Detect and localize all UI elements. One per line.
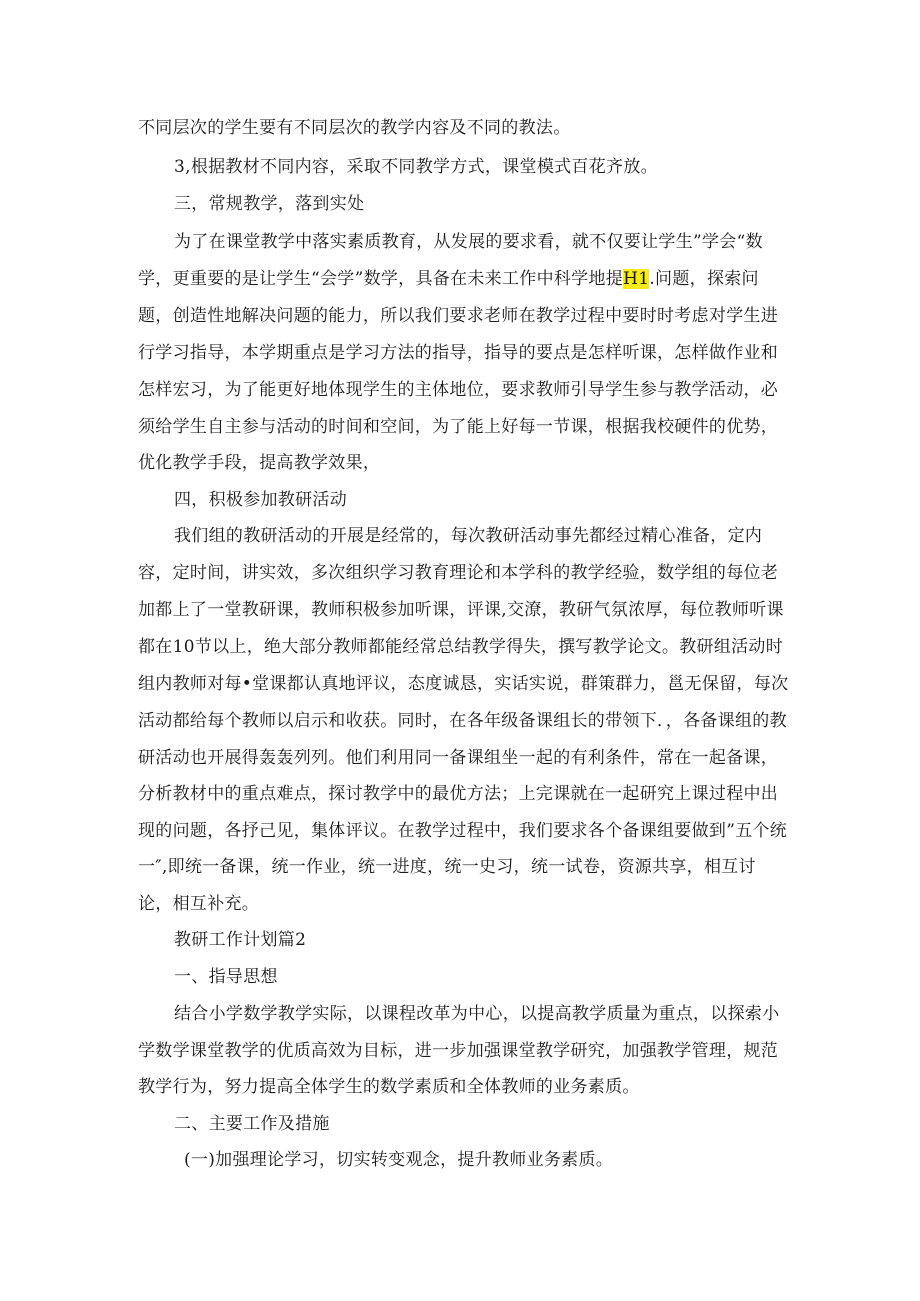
- text-line: 一″,即统一备课，统一作业，统一进度，统一史习，统一试卷，资源共享，相互讨: [138, 857, 756, 877]
- highlighted-text: H1: [623, 269, 650, 289]
- text-line: 加都上了一堂教研课，教师积极参加听课，评课,交潦，教研气氛浓厚，每位教师听课: [138, 600, 784, 620]
- text-line: 优化教学手段，提高教学效果，: [138, 453, 381, 473]
- text-line: (一)加强理论学习，切实转变观念，提升教师业务素质。: [184, 1150, 614, 1170]
- text-line: 活动都给每个教师以启示和收获。同时，在各年级备课组长的带领下．，各备课组的教: [138, 711, 787, 731]
- text-line: 须给学生自主参与活动的时间和空间，为了能上好每一节课，根据我校硬件的优势，: [138, 417, 779, 437]
- text-line: [138, 267, 759, 291]
- text-line: 学数学课堂教学的优质高效为目标，进一步加强课堂教学研究，加强教学管理，规范: [138, 1041, 779, 1061]
- text-segment: .问题，探索问: [649, 269, 759, 289]
- text-line: 教学行为，努力提高全体学生的数学素质和全体教师的业务素质。: [138, 1077, 640, 1097]
- text-line: 不同层次的学生要有不同层次的教学内容及不同的教法。: [138, 118, 571, 138]
- text-line: 组内教师对每•堂课都认真地评议，态度诚恳，实话实说，群策群力，邕无保留，每次: [138, 674, 789, 694]
- section-heading: 三，常规教学，落到实处: [174, 194, 365, 214]
- text-line: 分析教材中的重点难点，探讨教学中的最优方法；上完课就在一起研究上课过程中出: [138, 784, 779, 804]
- text-line: 都在10节以上，绝大部分教师都能经常总结教学得失，撰写教学论文。教研组活动时: [138, 637, 784, 657]
- text-line: 论，相互补充。: [138, 894, 260, 914]
- text-line: 3,根据教材不同内容，采取不同教学方式，课堂模式百花齐放。: [174, 157, 658, 177]
- text-line: 我们组的教研活动的开展是经常的，每次教研活动事先都经过精心准备，定内: [174, 526, 763, 546]
- text-line: 容，定时间，讲实效，多次组织学习教育理论和本学科的教学经验，数学组的每位老: [138, 563, 779, 583]
- section-heading: 一、指导思想: [174, 967, 278, 987]
- section-heading: 四，积极参加教研活动: [174, 490, 347, 510]
- text-line: 结合小学数学教学实际，以课程改革为中心，以提高教学质量为重点，以探索小: [174, 1004, 780, 1024]
- text-line: 为了在课堂教学中落实素质教育，从发展的要求看，就不仅要让学生”学会“数: [174, 232, 763, 252]
- text-line: 怎样宏习，为了能更好地体现学生的主体地位，要求教师引导学生参与教学活动，必: [138, 380, 779, 400]
- text-line: 题，创造性地解决问题的能力，所以我们要求老师在教学过程中要时时考虑对学生进: [138, 306, 779, 326]
- text-line: 研活动也开展得轰轰列列。他们利用同一备课组坐一起的有利条件，常在一起备课，: [138, 748, 779, 768]
- text-segment: 学，更重要的是让学生“会学”数学，具备在未来工作中科学地提: [138, 269, 624, 289]
- text-line: 行学习指导，本学期重点是学习方法的指导，指导的要点是怎样听课，怎样做作业和: [138, 343, 779, 363]
- document-title: 教研工作计划篇2: [174, 930, 307, 950]
- section-heading: 二、主要工作及措施: [174, 1114, 330, 1134]
- text-line: 现的问题，各抒己见，集体评议。在教学过程中，我们要求各个备课组要做到”五个统: [138, 821, 788, 841]
